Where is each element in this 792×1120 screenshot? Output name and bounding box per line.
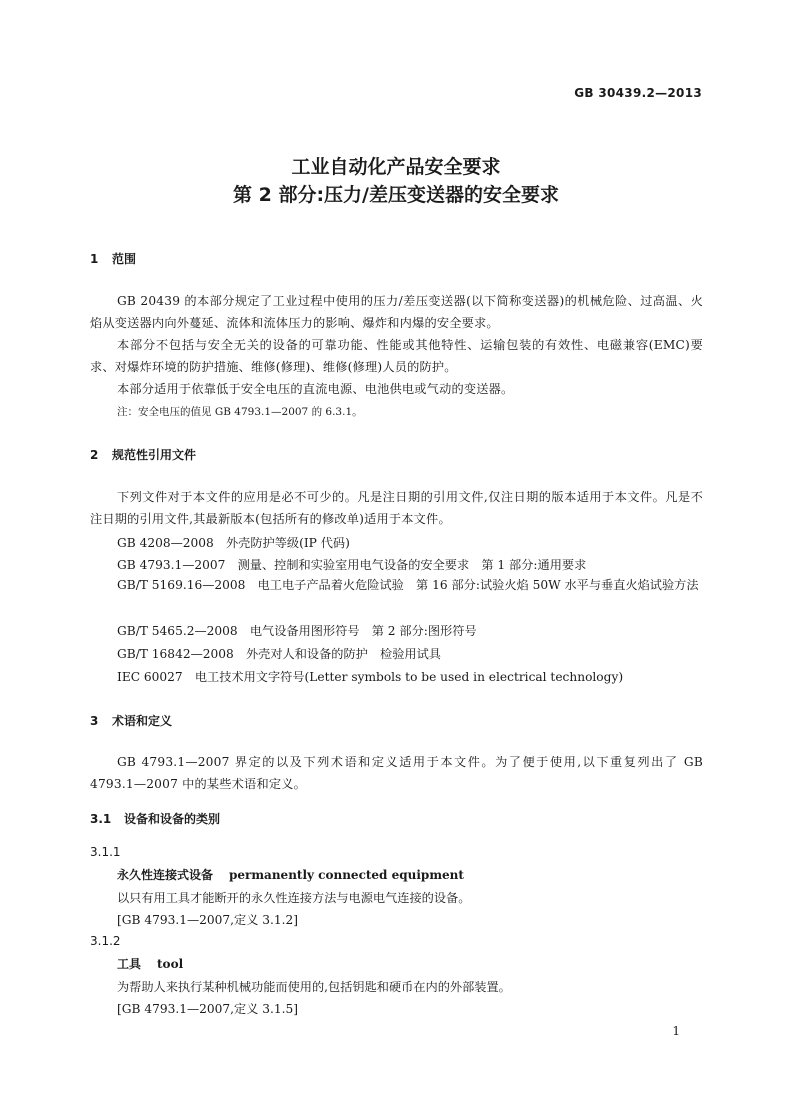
- term-definition: 以只有用工具才能断开的永久性连接方法与电源电气连接的设备。: [117, 891, 471, 905]
- section-1-paragraph-3: 本部分适用于依靠低于安全电压的直流电源、电池供电或气动的变送器。: [117, 382, 514, 396]
- term-chinese: 工具: [117, 957, 142, 971]
- section-title: 范围: [112, 252, 137, 266]
- reference-item: GB 4208—2008 外壳防护等级(IP 代码): [117, 536, 350, 550]
- reference-item: IEC 60027 电工技术用文字符号(Letter symbols to be used in electrical technology): [117, 670, 624, 684]
- section-3-intro: GB 4793.1—2007 界定的以及下列术语和定义适用于本文件。为了便于使用,以下重复列出了 GB 4793.1—2007 中的某些术语和定义。: [90, 755, 703, 791]
- term-definition: 为帮助人来执行某种机械功能而使用的,包括钥匙和硬币在内的外部装置。: [117, 980, 511, 994]
- term-english: permanently connected equipment: [229, 868, 464, 882]
- term-english: tool: [157, 957, 184, 971]
- section-title: 术语和定义: [112, 714, 173, 728]
- section-1-paragraph-1: GB 20439 的本部分规定了工业过程中使用的压力/差压变送器(以下简称变送器)的机械危险、过高温、火焰从变送器内向外蔓延、流体和流体压力的影响、爆炸和内爆的安全要求。: [90, 294, 703, 330]
- section-1-paragraph-2: 本部分不包括与安全无关的设备的可靠功能、性能或其他特性、运输包装的有效性、电磁兼容(EMC)要求、对爆炸环境的防护措施、维修(修理)、维修(修理)人员的防护。: [90, 338, 703, 374]
- section-title: 规范性引用文件: [112, 448, 197, 462]
- section-number: 3: [90, 714, 99, 728]
- subsection-3-1-heading: [90, 810, 220, 827]
- reference-item: GB/T 16842—2008 外壳对人和设备的防护 检验用试具: [117, 647, 441, 661]
- section-1-note: 注：安全电压的值见 GB 4793.1—2007 的 6.3.1。: [117, 406, 363, 418]
- document-title-line1: 工业自动化产品安全要求: [291, 156, 501, 178]
- section-2-intro: 下列文件对于本文件的应用是必不可少的。凡是注日期的引用文件,仅注日期的版本适用于本文件。凡是不注日期的引用文件,其最新版本(包括所有的修改单)适用于本文件。: [90, 490, 703, 526]
- section-1-heading: [90, 250, 136, 267]
- page-number: 1: [672, 1024, 680, 1038]
- term-number: 3.1.2: [90, 934, 121, 948]
- term-heading: [117, 866, 464, 883]
- reference-item: GB/T 5465.2—2008 电气设备用图形符号 第 2 部分:图形符号: [117, 624, 477, 638]
- term-heading: [117, 955, 183, 972]
- section-2-heading: [90, 446, 196, 463]
- term-chinese: 永久性连接式设备: [117, 868, 214, 882]
- section-3-heading: [90, 712, 172, 729]
- term-source: [GB 4793.1—2007,定义 3.1.2]: [117, 913, 299, 927]
- reference-item: GB/T 5169.16—2008 电工电子产品着火危险试验 第 16 部分:试验火焰 50W 水平与垂直火焰试验方法: [117, 578, 699, 592]
- subsection-title: 设备和设备的类别: [124, 812, 221, 826]
- subsection-number: 3.1: [90, 812, 112, 826]
- document-title-line2: 第 2 部分:压力/差压变送器的安全要求: [233, 184, 559, 206]
- section-number: 2: [90, 448, 99, 462]
- standard-number: GB 30439.2—2013: [574, 86, 702, 100]
- reference-item: GB 4793.1—2007 测量、控制和实验室用电气设备的安全要求 第 1 部分:通用要求: [117, 558, 587, 572]
- term-source: [GB 4793.1—2007,定义 3.1.5]: [117, 1002, 299, 1016]
- term-number: 3.1.1: [90, 845, 121, 859]
- section-number: 1: [90, 252, 99, 266]
